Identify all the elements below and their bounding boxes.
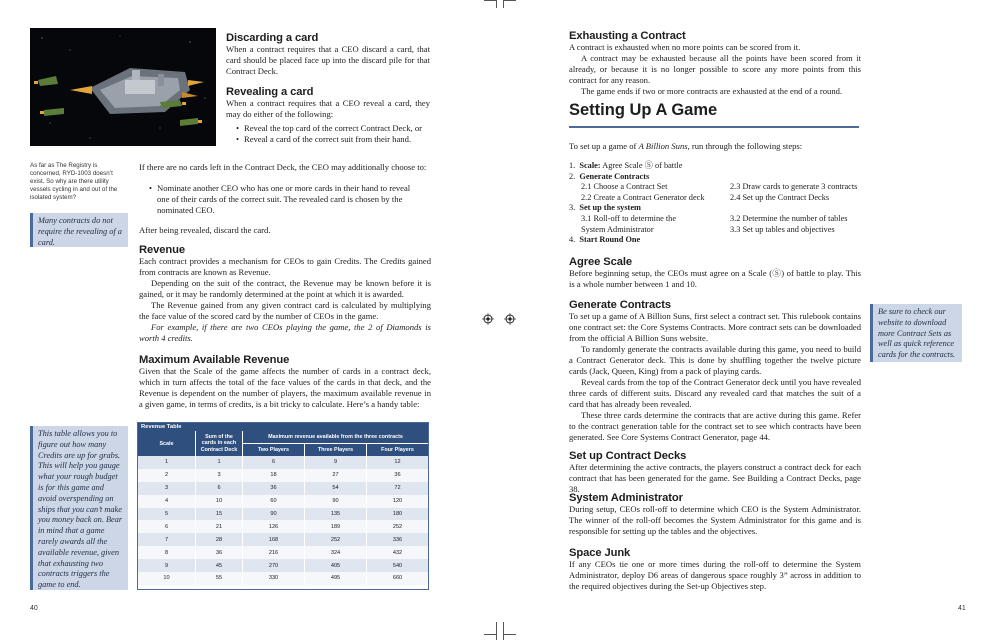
- section-generate-contracts: [569, 299, 861, 443]
- registration-mark-icon: [504, 313, 516, 325]
- step-2: 2. Generate Contracts: [569, 171, 650, 181]
- table-cell: 60: [243, 495, 305, 508]
- table-cell: 7: [138, 533, 196, 546]
- table-cell: 252: [305, 533, 367, 546]
- table-header: [138, 431, 428, 456]
- callout-revealing: Many contracts do not require the revealing of a card.: [30, 213, 128, 247]
- table-cell: 180: [392, 511, 403, 517]
- table-row: [138, 546, 428, 559]
- step-2-4: 2.4 Set up the Contract Decks: [730, 192, 830, 202]
- step-3-2: 3.2 Determine the number of tables: [730, 213, 848, 223]
- crop-mark: [503, 622, 504, 640]
- image-caption: As far as The Registry is concerned, RYD-1003 doesn’t exist. So why are there utility vessels cycling in and out of the isolated system?: [30, 162, 118, 201]
- heading-system-admin: System Administrator: [569, 492, 683, 504]
- setup-intro-text: [569, 141, 861, 152]
- step-3: 3. Set up the system: [569, 203, 641, 213]
- col-group-label: Maximum revenue available from the three contracts: [243, 431, 428, 444]
- setup-steps: [569, 161, 861, 246]
- col-group: [243, 431, 428, 456]
- table-cell: 432: [392, 549, 403, 556]
- max-revenue-body: Given that the Scale of the game affects the number of cards in a contract deck, which in turn affects the total of the face values of the cards in that deck, and the Revenue is dependent on the number of players, the maximum available revenue in a given game, in terms of credits, is a bit tricky to calculate. Here’s a handy table:: [139, 366, 431, 409]
- crop-mark: [496, 0, 497, 8]
- crop-mark: [484, 0, 496, 1]
- table-cell: 6: [138, 520, 196, 533]
- section-revealing: [226, 86, 430, 145]
- table-cell: 6: [196, 482, 243, 495]
- step-3-right: [730, 214, 848, 235]
- step-2-1: 2.1 Choose a Contract Set: [581, 182, 668, 192]
- list-item: • Reveal the top card of the correct Contract Deck, or: [236, 123, 430, 134]
- generate-p2: To randomly generate the contracts available during this game, you need to build a Contract Generator deck. This is done by shuffling together the twelve picture cards (Jack, Queen, King) from a pack of playing cards.: [569, 344, 861, 376]
- step-3-3: 3.3 Set up tables and objectives: [730, 224, 835, 234]
- table-cell: 270: [243, 559, 305, 572]
- table-cell: 6: [243, 456, 305, 469]
- table-cell: 189: [305, 520, 367, 533]
- revenue-p2: Depending on the suit of the contract, the Revenue may be known before it is gained, or it may be randomly determined at the point at which it is awarded.: [139, 278, 431, 299]
- spaceship-image-icon: [30, 28, 216, 146]
- heading-space-junk: Space Junk: [569, 547, 631, 559]
- section-empty-deck: [139, 162, 431, 236]
- table-row: [138, 533, 428, 546]
- table-row: [138, 456, 428, 469]
- heading-exhausting: Exhausting a Contract: [569, 30, 686, 42]
- revealing-options-list: [226, 123, 430, 145]
- table-cell: 120: [392, 498, 403, 505]
- table-cell: 8: [138, 546, 196, 559]
- step-2-label: Generate Contracts: [579, 171, 650, 181]
- table-cell: 216: [243, 546, 305, 559]
- heading-revenue: Revenue: [139, 244, 185, 256]
- table-cell: 135: [305, 508, 367, 521]
- after-reveal-text: After being revealed, discard the card.: [139, 225, 271, 235]
- step-2-row-a: [569, 182, 861, 193]
- table-row: [138, 559, 428, 572]
- space-junk-body: If any CEOs tie one or more times during the roll-off to determine the System Administrator, deploy D6 areas of dangerous space roughly 3” across in addition to the required objectives during the Set-up Objectives step.: [569, 559, 861, 591]
- list-item: • Reveal a card of the correct suit from their hand.: [236, 134, 430, 145]
- table-row: [138, 469, 428, 482]
- section-agree-scale: [569, 256, 861, 290]
- page-title: Setting Up A Game: [569, 101, 718, 119]
- generate-p1: To set up a game of A Billion Suns, first select a contract set. This rulebook contains one contract set: the Core Systems Contracts. More contract sets can be downloaded from the official A Billion Suns website.: [569, 311, 861, 343]
- setup-intro: [569, 141, 861, 152]
- registration-mark-icon: [482, 313, 494, 325]
- table-cell: 28: [196, 533, 243, 546]
- table-cell: 18: [243, 469, 305, 482]
- table-cell: 54: [305, 482, 367, 495]
- empty-deck-options-list: [139, 183, 431, 216]
- step-3-row: [569, 214, 861, 235]
- table-body: [138, 456, 428, 585]
- table-row: [138, 572, 428, 585]
- table-cell: 1: [196, 456, 243, 469]
- discarding-body: When a contract requires that a CEO discard a card, that card should be placed face up into the discard pile for that Contract Deck.: [226, 44, 430, 76]
- crop-mark: [504, 0, 516, 1]
- heading-agree-scale: Agree Scale: [569, 256, 632, 268]
- step-1-label: Scale:: [579, 161, 601, 170]
- step-4-label: Start Round One: [579, 235, 641, 245]
- table-cell: 405: [305, 559, 367, 572]
- table-cell: 10: [138, 572, 196, 585]
- revenue-example: For example, if there are two CEOs playing the game, the 2 of Diamonds is worth 4 credits.: [139, 322, 431, 343]
- table-title: Revenue Table: [138, 423, 428, 431]
- title-underline: [569, 126, 859, 128]
- table-cell: 4: [138, 495, 196, 508]
- table-cell: 2: [138, 469, 196, 482]
- table-cell: 168: [243, 533, 305, 546]
- step-2-3: 2.3 Draw cards to generate 3 contracts: [730, 182, 858, 192]
- contract-decks-body: After determining the active contracts, the players construct a contract deck for each contract that has been generated for the game. See Building a Contract Decks, page 38.: [569, 462, 861, 494]
- table-cell: 27: [305, 469, 367, 482]
- col-two: Two Players: [243, 444, 305, 456]
- heading-contract-decks: Set up Contract Decks: [569, 450, 687, 462]
- revenue-p3: The Revenue gained from any given contract card is calculated by multiplying the face value of the scored card by the number of CEOs in the game.: [139, 300, 431, 321]
- intro-post: , run through the following steps:: [687, 141, 803, 151]
- table-cell: 9: [138, 559, 196, 572]
- table-cell: 3: [138, 482, 196, 495]
- exhausting-p1: A contract is exhausted when no more points can be scored from it.: [569, 42, 801, 52]
- spaceship-illustration: [30, 28, 216, 146]
- revenue-table: [137, 422, 429, 590]
- table-cell: 90: [305, 495, 367, 508]
- table-cell: 5: [138, 508, 196, 521]
- table-cell: 9: [305, 456, 367, 469]
- step-4: 4. Start Round One: [569, 235, 641, 245]
- table-row: [138, 482, 428, 495]
- table-cell: 336: [392, 536, 403, 543]
- table-cell: 540: [392, 562, 403, 569]
- table-cell: 45: [196, 559, 243, 572]
- table-cell: 3: [196, 469, 243, 482]
- section-exhausting: [569, 30, 861, 97]
- agree-scale-body: Before beginning setup, the CEOs must agree on a Scale (Ⓢ) of battle to play. This is a whole number between 1 and 10.: [569, 268, 861, 289]
- step-1: 1. Scale: Agree Scale Ⓢ of battle: [569, 161, 683, 170]
- table-cell: 90: [243, 508, 305, 521]
- table-row: [138, 520, 428, 533]
- crop-mark: [496, 622, 497, 640]
- table-cell: 1: [138, 456, 196, 469]
- table-row: [138, 495, 428, 508]
- crop-mark: [484, 634, 496, 635]
- table-cell: 12: [394, 459, 401, 466]
- revenue-p1: Each contract provides a mechanism for CEOs to gain Credits. The Credits gained from contracts are known as Revenue.: [139, 256, 431, 277]
- section-contract-decks: [569, 450, 861, 495]
- table-cell: 36: [196, 546, 243, 559]
- table-cell: 55: [196, 572, 243, 585]
- step-3-label: Set up the system: [579, 203, 641, 213]
- table-cell: 495: [305, 572, 367, 585]
- heading-generate-contracts: Generate Contracts: [569, 299, 672, 311]
- table-cell: 660: [392, 575, 403, 582]
- exhausting-p3: The game ends if two or more contracts are exhausted at the end of a round.: [581, 86, 843, 96]
- page-number-left: 40: [30, 605, 38, 612]
- table-cell: 126: [243, 520, 305, 533]
- list-item: • Nominate another CEO who has one or more cards in their hand to reveal one of their cards of the correct suit. The revealed card is chosen by the nominated CEO.: [149, 183, 431, 216]
- table-row: [138, 508, 428, 521]
- step-2-2: 2.2 Create a Contract Generator deck: [581, 192, 705, 202]
- table-cell: 324: [305, 546, 367, 559]
- crop-mark: [504, 634, 516, 635]
- heading-discarding: Discarding a card: [226, 32, 319, 44]
- section-max-revenue: [139, 354, 431, 410]
- table-cell: 10: [196, 495, 243, 508]
- col-sum: Sum of the cards in each Contract Deck: [196, 431, 243, 456]
- table-cell: 72: [394, 485, 401, 492]
- exhausting-p2: A contract may be exhausted because all the points have been scored from it already, or because it is no longer possible to score any more points from this contract for any reason.: [569, 53, 861, 85]
- callout-table-info: This table allows you to figure out how many Credits are up for grabs. This will help you gauge what your rough budget is for this game and avoid overspending on ships that you can’t make you money back on. Bear in mind that a game rarely awards all the available revenue, given that exhausting two contracts triggers the game to end.: [30, 426, 128, 590]
- crop-mark: [503, 0, 504, 8]
- table-cell: 15: [196, 508, 243, 521]
- generate-p3: Reveal cards from the top of the Contract Generator deck until you have revealed three cards of different suits. Discard any revealed card that matches the suit of a card that has already been revealed.: [569, 377, 861, 409]
- section-discarding: [226, 32, 430, 77]
- page-number-right: 41: [958, 605, 966, 612]
- heading-revealing: Revealing a card: [226, 86, 314, 98]
- intro-pre: To set up a game of: [569, 141, 639, 151]
- section-revenue: [139, 244, 431, 344]
- table-cell: 36: [243, 482, 305, 495]
- col-subheaders: [243, 444, 428, 456]
- step-3-1: 3.1 Roll-off to determine the System Administrator: [581, 213, 677, 234]
- table-cell: 252: [392, 523, 403, 530]
- revealing-body: When a contract requires that a CEO reveal a card, they may do either of the following:: [226, 98, 430, 119]
- col-three: Three Players: [305, 444, 367, 456]
- generate-p4: These three cards determine the contracts that are active during this game. Refer to the contract generation table for the contract set to see which contracts have been generated. See Core Systems Contract Generator, page 44.: [569, 410, 861, 442]
- table-cell: 330: [243, 572, 305, 585]
- table-cell: 36: [394, 472, 401, 479]
- table-cell: 21: [196, 520, 243, 533]
- system-admin-body: During setup, CEOs roll-off to determine which CEO is the System Administrator. The winner of the roll-off becomes the System Administrator for this game and is responsible for setting up the tables and the objectives.: [569, 504, 861, 536]
- heading-max-revenue: Maximum Available Revenue: [139, 354, 290, 366]
- intro-game-title: A Billion Suns: [638, 141, 688, 151]
- step-2-row-b: [569, 193, 861, 204]
- section-space-junk: [569, 547, 861, 592]
- section-system-admin: [569, 492, 861, 537]
- empty-deck-text: If there are no cards left in the Contract Deck, the CEO may additionally choose to:: [139, 162, 427, 172]
- col-scale: Scale: [138, 431, 196, 456]
- step-1-text: Agree Scale Ⓢ of battle: [602, 161, 683, 170]
- col-four: Four Players: [381, 446, 414, 453]
- callout-website: Be sure to check our website to download more Contract Sets as well as quick reference cards for the contracts.: [870, 304, 962, 362]
